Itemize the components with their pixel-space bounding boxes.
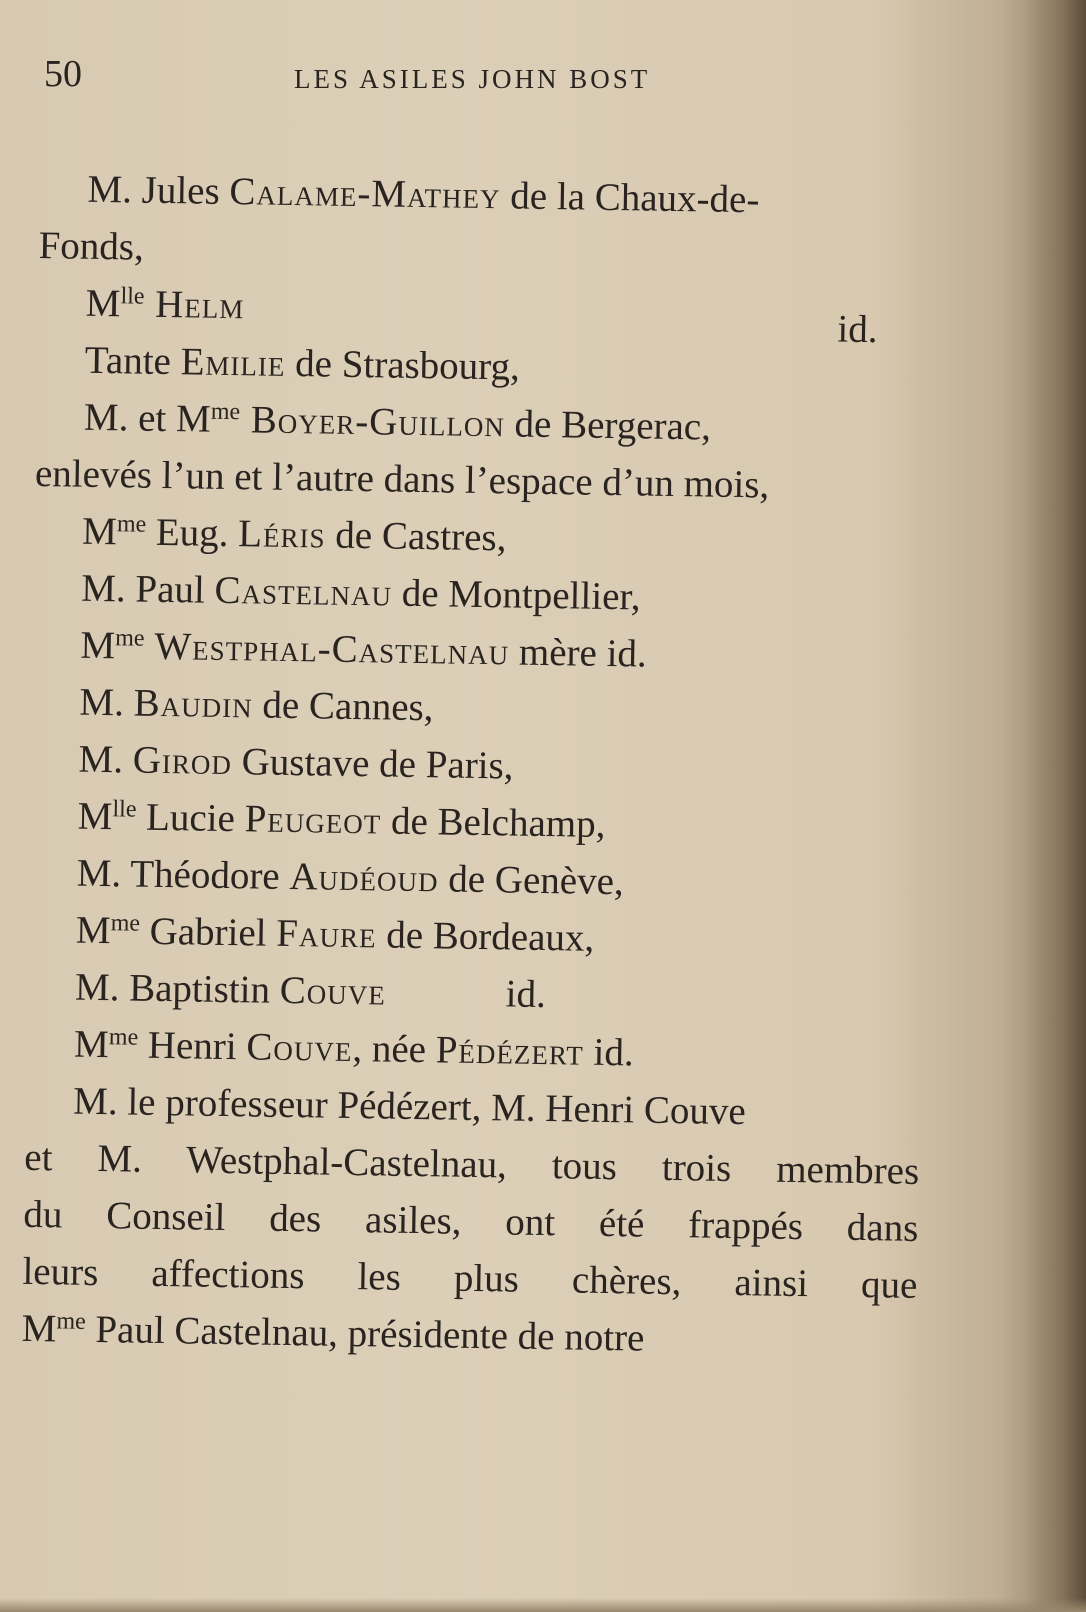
text-line: leurs affections les plus chères, ainsi que (22, 1249, 918, 1307)
text-line: $M^{me}$ Henri Couve, née Pédézert id. (73, 1022, 634, 1075)
text-line: Fonds, (38, 223, 145, 269)
text-line: M. Baptistin Couve id. (27, 958, 948, 1029)
page-header (44, 52, 944, 102)
text-line: $M^{me}$ Eug. Léris de Castres, (81, 509, 507, 560)
text-line: $M^{me}$ Paul Castelnau, présidente de notre (21, 1306, 645, 1360)
running-head: LES ASILES JOHN BOST (294, 64, 651, 94)
text-line: $M^{me}$ Westphal-Castelnau mère id. (80, 623, 648, 676)
idem-marker: id. (837, 307, 878, 352)
text-line: $M^{lle}$ Helm id. (37, 274, 958, 345)
text-line: M. Paul Castelnau de Montpellier, (80, 566, 641, 619)
text-line: M. Théodore Audéoud de Genève, (76, 851, 625, 904)
text-line: M. Girod Gustave de Paris, (78, 737, 514, 788)
text-line: M. le professeur Pédézert, M. Henri Couve (72, 1079, 747, 1134)
text-line: M. et $M^{me}$ Boyer-Guillon de Bergerac, (83, 395, 712, 449)
text-line: enlevés l’un et l’autre dans l’espace d’un mois, (34, 451, 770, 507)
text-line: $M^{lle}$ Lucie Peugeot de Belchamp, (77, 794, 606, 846)
body-text (21, 160, 960, 1371)
text-line: du Conseil des asiles, ont été frappés dans (23, 1192, 919, 1250)
idem-marker: id. (505, 972, 547, 1017)
text-line: M. Jules Calame-Mathey de la Chaux-de- (87, 167, 760, 222)
page-bottom-edge (0, 1598, 1086, 1612)
text-line: M. Baudin de Cannes, (79, 680, 434, 730)
text-line: et M. Westphal-Castelnau, tous trois membres (23, 1135, 920, 1193)
page-number: 50 (44, 53, 82, 95)
text-line: Tante Emilie de Strasbourg, (84, 338, 521, 389)
text-line: $M^{me}$ Gabriel Faure de Bordeaux, (75, 908, 595, 960)
page-gutter-shadow (1026, 0, 1086, 1612)
